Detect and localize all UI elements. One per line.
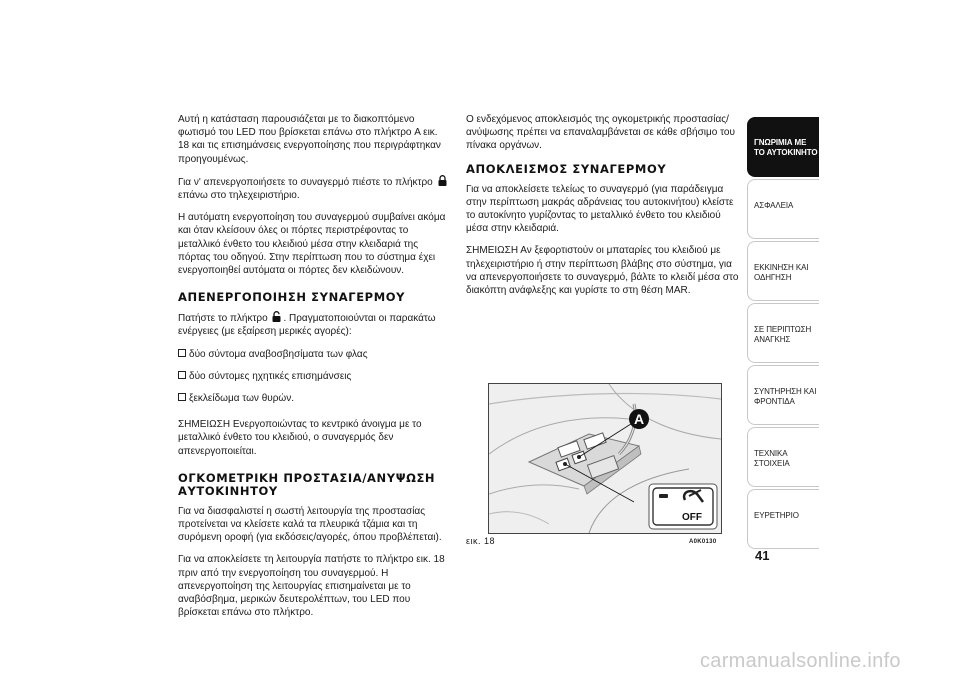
- callout-label: A: [633, 411, 645, 427]
- tab-label: ΕΥΡΕΤΗΡΙΟ: [754, 511, 799, 520]
- checkbox-bullet-icon: [178, 349, 186, 357]
- paragraph: Για να αποκλείσετε τελείως το συναγερμό (για παράδειγμα στην περίπτωση μακράς αδράνειας του αυτοκινήτου) κλείστε το αυτοκίνητο γυρίζοντας το μεταλλικό ένθετο του κλειδιού μέσα στην κλειδαριά.: [466, 183, 734, 235]
- checkbox-bullet-icon: [178, 393, 186, 401]
- tab-label: ΤΕΧΝΙΚΑ ΣΤΟΙΧΕΙΑ: [754, 449, 790, 468]
- tab-label: ΣΕ ΠΕΡΙΠΤΩΣΗ ΑΝΑΓΚΗΣ: [754, 325, 812, 344]
- tab-index[interactable]: [747, 489, 819, 549]
- heading-alarm-exclusion: ΑΠΟΚΛΕΙΣΜΟΣ ΣΥΝΑΓΕΡΜΟΥ: [466, 161, 667, 176]
- text-span: . Πραγματοποιούνται οι παρακάτω ενέργειες (με εξαίρεση μερικές αγορές):: [178, 313, 436, 338]
- paragraph: Αυτή η κατάσταση παρουσιάζεται με το διακοπτόμενο φωτισμό του LED που βρίσκεται επάνω στο πλήκτρο A εικ. 18 και τις επισημάνσεις ενεργοποίησης που περιγράφτηκαν προηγουμένως.: [178, 114, 441, 165]
- paragraph: Για να αποκλείσετε τη λειτουργία πατήστε το πλήκτρο εικ. 18 πριν από την ενεργοποίηση του συναγερμού. Η απενεργοποίηση της λειτουργίας επισημαίνεται με το αναβόσβημα, μερικών δευτερολέπτων, του LED που βρίσκεται επάνω στο πλήκτρο.: [178, 554, 445, 619]
- heading-volumetric-protection: ΟΓΚΟΜΕΤΡΙΚΗ ΠΡΟΣΤΑΣΙΑ/ΑΝΥΨΩΣΗ ΑΥΤΟΚΙΝΗΤΟΥ: [178, 470, 436, 498]
- paragraph: Η αυτόματη ενεργοποίηση του συναγερμού συμβαίνει ακόμα και όταν κλείσουν όλες οι πόρτες περιστρέφοντας το μεταλλικό ένθετο του κλειδιού μέσα στην κλειδαριά της πόρτας του οδηγού. Στην περίπτωση που το σύστημα έχει ενεργοποιηθεί αυτόματα οι πόρτες δεν κλειδώνουν.: [178, 212, 446, 277]
- paragraph: [178, 311, 450, 338]
- note-paragraph: ΣΗΜΕΙΩΣΗ Ενεργοποιώντας το κεντρικό άνοιγμα με το μεταλλικό ένθετο του κλειδιού, ο συναγερμός δεν απενεργοποιείται.: [178, 419, 422, 457]
- heading-alarm-deactivation: ΑΠΕΝΕΡΓΟΠΟΙΗΣΗ ΣΥΝΑΓΕΡΜΟΥ: [178, 290, 406, 305]
- tab-starting-driving[interactable]: [747, 241, 819, 301]
- list-item-text: ξεκλείδωμα των θυρών.: [189, 393, 295, 405]
- tab-label: ΣΥΝΤΗΡΗΣΗ ΚΑΙ ΦΡΟΝΤΙΔΑ: [754, 387, 817, 406]
- lock-icon: [438, 175, 447, 186]
- list-item-text: δύο σύντομα αναβοσβησίματα των φλας: [189, 348, 368, 360]
- unlock-icon: [272, 311, 281, 322]
- chapter-tabs: [747, 117, 819, 551]
- tab-label: ΕΚΚΙΝΗΣΗ ΚΑΙ ΟΔΗΓΗΣΗ: [754, 263, 809, 282]
- off-button-label: OFF: [682, 512, 702, 523]
- page-number: 41: [755, 548, 770, 563]
- right-column: [466, 113, 740, 306]
- paragraph: Για να διασφαλιστεί η σωστή λειτουργία της προστασίας προτείνεται να κλείσετε καλά τα πλευρικά τζάμια και τη συρόμενη οροφή (για εκδόσεις/αγορές, όπου προβλέπεται).: [178, 505, 442, 544]
- tab-emergency[interactable]: [747, 303, 819, 363]
- tab-label: ΓΝΩΡΙΜΙΑ ΜΕ ΤΟ ΑΥΤΟΚΙΝΗΤΟ: [754, 138, 818, 157]
- tab-technical-data[interactable]: [747, 427, 819, 487]
- left-column: [178, 113, 450, 628]
- note-paragraph: ΣΗΜΕΙΩΣΗ Αν ξεφορτιστούν οι μπαταρίες του κλειδιού με τηλεχειριστήριο ή στην περίπτωση βλάβης στο σύστημα, για να απενεργοποιήσετε το συναγερμό, βάλτε το κλειδί μέσα στο διακόπτη ανάφλεξης και γυρίστε το στη θέση MAR.: [466, 245, 739, 297]
- watermark: carmanualsonline.info: [700, 650, 901, 672]
- paragraph: [178, 175, 450, 202]
- checkbox-bullet-icon: [178, 371, 186, 379]
- paragraph: Ο ενδεχόμενος αποκλεισμός της ογκομετρικής προστασίας/ανύψωσης πρέπει να επαναλαμβάνεται σε κάθε σβήσιμο του πίνακα οργάνων.: [466, 114, 735, 152]
- tab-maintenance[interactable]: [747, 365, 819, 425]
- tab-safety[interactable]: [747, 179, 819, 239]
- list-item-text: δύο σύντομες ηχητικές επισημάνσεις: [189, 370, 352, 382]
- list-item: [178, 370, 450, 383]
- tab-label: ΑΣΦΑΛΕΙΑ: [754, 201, 794, 210]
- list-item: [178, 392, 450, 405]
- text-span: επάνω στο τηλεχειριστήριο.: [178, 190, 300, 202]
- figure-caption: εικ. 18: [466, 536, 496, 546]
- tab-getting-to-know[interactable]: [747, 117, 819, 177]
- text-span: Για ν' απενεργοποιήσετε το συναγερμό πιέστε το πλήκτρο: [178, 176, 433, 188]
- roof-console-illustration: [489, 384, 721, 533]
- figure-18: [488, 383, 722, 534]
- list-item: [178, 348, 450, 361]
- figure-code: A0K0130: [689, 539, 717, 545]
- text-span: Πατήστε το πλήκτρο: [178, 313, 268, 325]
